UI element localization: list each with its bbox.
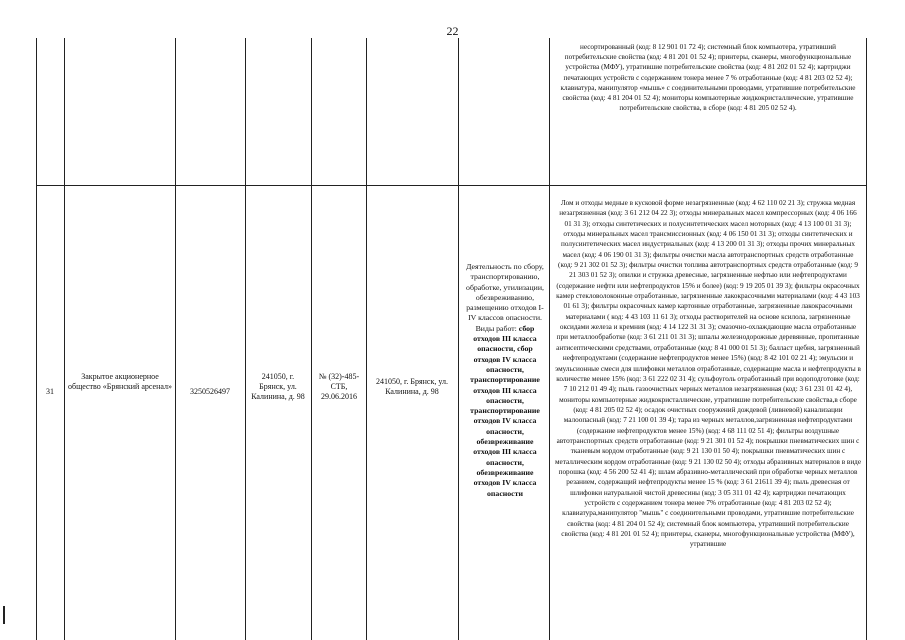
column-divider	[366, 38, 367, 640]
organization-name: Закрытое акционерное общество «Брянский арсенал»	[68, 372, 172, 392]
previous-row-waste-list: несортированный (код: 8 12 901 01 72 4); системный блок компьютера, утративший потребительские свойства (код: 4 81 201 01 52 4); принтеры, сканеры, многофункциональные устройства (МФУ), утратившие потребительские свойства (код: 4 81 202 01 52 4); картриджи печатающих устройств с содержанием тонера менее 7 % отработанные (код: 4 81 203 02 52 4); клавиатура, манипулятор «мышь» с соединительными проводами, утратившие потребительские свойства (код: 4 81 204 01 52 4); мониторы компьютерные жидкокристаллические, утратившие потребительские свойства, в сборе (код: 4 81 205 02 52 4).	[560, 43, 856, 113]
site-address: 241050, г. Брянск, ул. Калинина, д. 98	[375, 377, 448, 397]
legal-address: 241050, г. Брянск, ул. Калинина, д. 98	[251, 372, 305, 402]
inn: 3250526497	[190, 387, 230, 396]
column-divider	[64, 38, 65, 640]
column-divider	[458, 38, 459, 640]
activity-work-types: сбор отходов III класса опасности, сбор отходов IV класса опасности, транспортирование отходов III класса опасности, транспортирование отходов IV класса опасности, обезвреживание отходов III класса опасности, обезвреживание отходов IV класса опасности	[470, 323, 540, 498]
page-number: 22	[446, 24, 459, 38]
table-border-left	[36, 38, 37, 640]
column-divider	[175, 38, 176, 640]
column-divider	[549, 38, 550, 640]
column-divider	[311, 38, 312, 640]
margin-mark	[3, 606, 5, 624]
waste-list: Лом и отходы медные в кусковой форме незагрязненные (код: 4 62 110 02 21 3); стружка медная незагрязненная (код: 3 61 212 04 22 3); отходы минеральных масел компрессорных (код: 4 06 166 01 31 3); отходы синтетических и полусинтетических масел моторных (код: 4 13 100 01 31 3); отходы минеральных масел трансмиссионных (код: 4 06 150 01 31 3); отходы синтетических и полусинтетических масел индустриальных (код: 4 13 200 01 31 3); отходы прочих минеральных масел (код: 4 06 190 01 31 3); фильтры очистки масла автотранспортных средств отработанные (код: 9 21 302 01 52 3); фильтры очистки топлива автотранспортных средств отработанные (код: 9 21 303 01 52 3); опилки и стружка древесные, загрязненные нефтью или нефтепродуктами (содержание нефти или нефтепродуктов 15% и более) (код: 9 19 205 01 39 3); фильтры окрасочных камер стекловолоконные отработанные, загрязненные лакокрасочными материалами (код: 4 43 103 01 61 3); фильтры окрасочных камер картонные отработанные, загрязненные лакокрасочными материалами ( код: 4 43 103 11 61 3); отходы растворителей на основе ксилола, загрязненные оксидами железа и кремния (код: 4 14 122 31 31 3); смазочно-охлаждающие масла отработанные при металлообработке (код: 3 61 211 01 31 3); шпалы железнодорожные деревянные, пропитанные антисептическими средствами, отработанные (код: 8 41 000 01 51 3); балласт щебня, загрязненный нефтепродуктами (содержание нефтепродуктов менее 15%) (код: 8 42 101 02 21 4); эмульсии и эмульсионные смеси для шлифовки металлов отработанные, содержащие масла и нефтепродукты в количестве менее 15% (код: 3 61 222 02 31 4); сульфоуголь отработанный при водоподготовке (код: 7 10 212 01 49 4); пыль газоочистных черных металлов незагрязненная (код: 3 61 231 01 42 4), мониторы компьютерные жидкокристаллические, утратившие потребительские свойства,в сборе (код: 4 81 205 02 52 4); осадок очистных сооружений дождевой (ливневой) канализации малоопасный (код: 7 21 100 01 39 4); тара из черных металлов,загрязненная нефтепродуктами (содержание нефтепродуктов менее 15%) (код: 4 68 111 02 51 4); фильтры воздушные автотранспортных средств отработанные (код: 9 21 301 01 52 4); покрышки пневматических шин с тканевым кордом отработанные (код: 9 21 130 01 50 4); покрышки пневматических шин с металлическим кордом отработанные (код: 9 21 130 02 50 4); отходы абразивных материалов в виде порошка (код: 4 56 200 52 41 4); шлам абразивно-металлический при обработке черных металлов резанием, содержащий нефтепродукты менее 15 % (код: 3 61 21611 39 4); пыль древесная от шлифовки натуральной чистой древесины (код: 3 05 311 01 42 4); картриджи печатающих устройств с содержанием тонера менее 7% отработанные (код: 4 81 203 02 52 4); клавиатура,манипулятор "мышь" с соединительными проводами, утратившие потребительские свойства (код: 4 81 204 01 52 4); системный блок компьютера, утративший потребительские свойства (код: 4 81 201 01 52 4); принтеры, сканеры, многофункциональные устройства (МФУ), утратившие	[555, 199, 862, 549]
row-separator	[36, 185, 867, 186]
table-border-right	[866, 38, 867, 640]
license-number: № (32)-485-СТБ, 29.06.2016	[318, 372, 360, 402]
activity-description: Деятельность по сбору, транспортированию, обработке, утилизации, обезвреживанию, размещению отходов I-IV классов опасности. Виды работ:	[466, 262, 544, 333]
activity-types	[465, 262, 545, 499]
column-divider	[245, 38, 246, 640]
row-number: 31	[46, 387, 54, 396]
